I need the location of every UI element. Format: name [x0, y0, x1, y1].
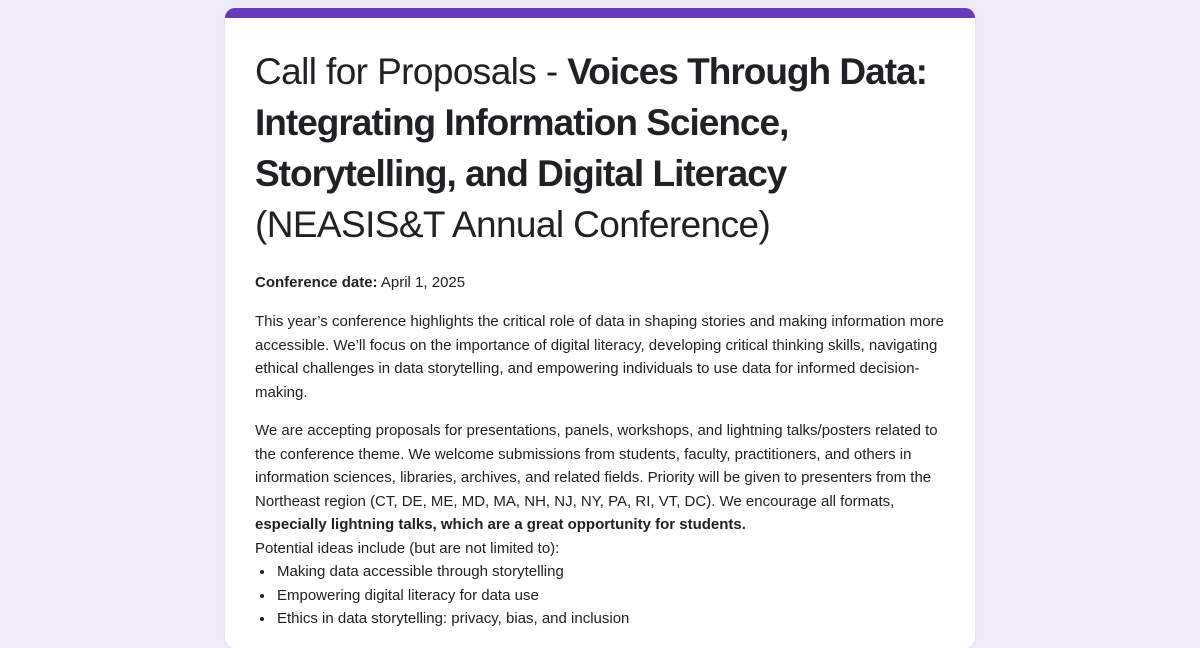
form-card — [225, 8, 975, 648]
description-paragraph-2-text: We are accepting proposals for presentations, panels, workshops, and lightning talks/posters related to the conference theme. We welcome submissions from students, faculty, practitioners, and others in information sciences, libraries, archives, and related fields. Priority will be given to presenters from the Northeast region (CT, DE, ME, MD, MA, NH, NJ, NY, PA, RI, VT, DC). We encourage all formats, — [255, 422, 938, 510]
description-paragraph-1: This year’s conference highlights the critical role of data in shaping stories and making information more accessible. We’ll focus on the importance of digital literacy, developing critical thinking skills, navigating ethical challenges in data storytelling, and empowering individuals to use data for informed decision-making. — [255, 313, 944, 401]
form-title-suffix: (NEASIS&T Annual Conference) — [255, 204, 771, 245]
form-title-prefix: Call for Proposals - — [255, 51, 568, 92]
description-paragraph-2-bold: especially lightning talks, which are a great opportunity for students. — [255, 516, 746, 533]
form-accent-bar — [225, 8, 975, 18]
ideas-intro: Potential ideas include (but are not limited to): — [255, 539, 560, 557]
form-header — [225, 18, 975, 631]
form-title — [255, 46, 945, 250]
form-title-bold: Voices Through Data: Integrating Information Science, Storytelling, and Digital Literacy — [255, 51, 927, 194]
ideas-list — [255, 560, 945, 631]
description-paragraph-2 — [255, 419, 945, 537]
list-item: • Ethics in data storytelling: privacy, bias, and inclusion — [275, 607, 945, 631]
conference-date — [255, 272, 945, 294]
conference-date-value: April 1, 2025 — [377, 274, 466, 291]
list-item: • Making data accessible through storytelling — [275, 560, 945, 584]
list-item: • Empowering digital literacy for data use — [275, 584, 945, 608]
conference-date-label: Conference date: — [255, 274, 378, 291]
